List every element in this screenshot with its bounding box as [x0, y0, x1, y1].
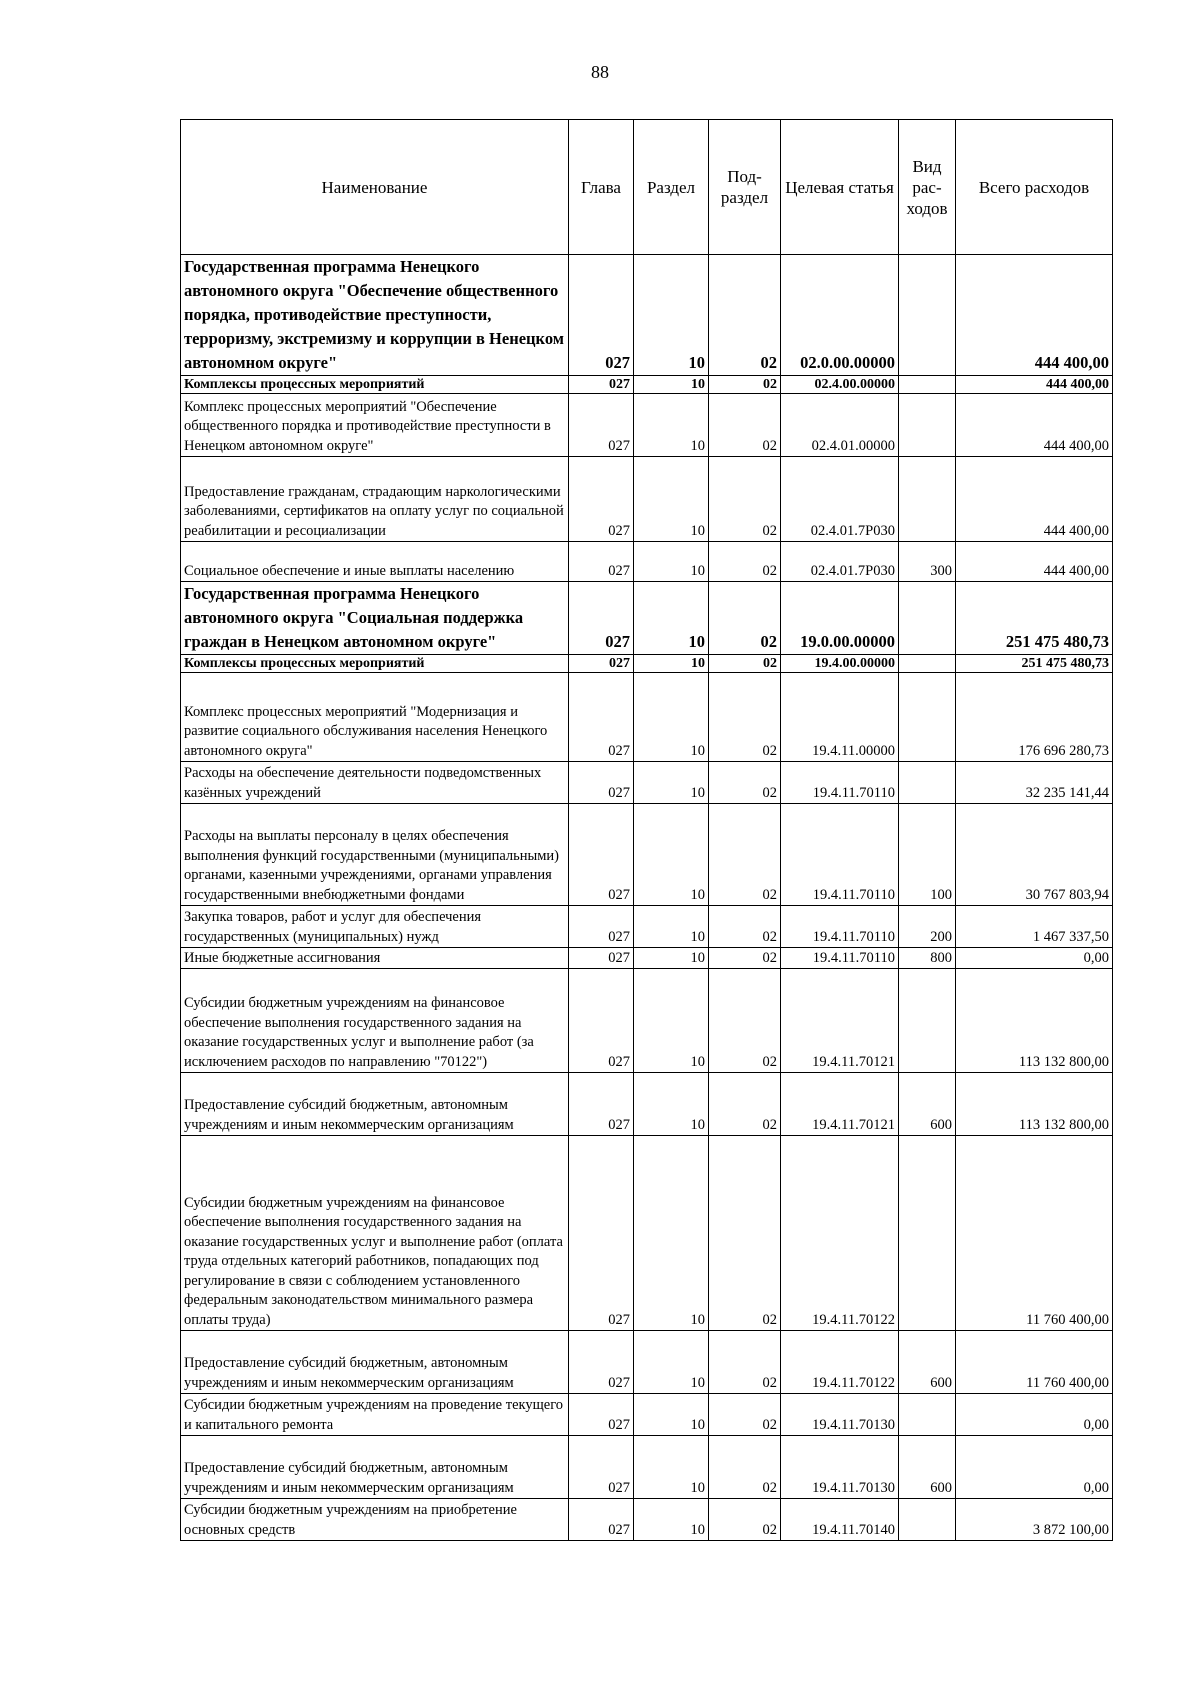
row-total: 444 400,00: [956, 542, 1113, 582]
row-target: 19.0.00.00000: [781, 582, 899, 655]
row-subsection: 02: [709, 673, 781, 762]
budget-table: [180, 119, 1113, 1541]
header-subsection: Под-раздел: [709, 120, 781, 255]
row-target: 19.4.11.70140: [781, 1499, 899, 1541]
row-subsection: 02: [709, 948, 781, 969]
row-chapter: 027: [569, 673, 634, 762]
row-type: [899, 655, 956, 673]
row-target: 19.4.11.70110: [781, 804, 899, 906]
row-section: 10: [634, 906, 709, 948]
row-total: 444 400,00: [956, 376, 1113, 394]
row-type: 100: [899, 804, 956, 906]
row-total: 176 696 280,73: [956, 673, 1113, 762]
row-type: 800: [899, 948, 956, 969]
row-subsection: 02: [709, 1073, 781, 1136]
row-type: [899, 457, 956, 542]
row-chapter: 027: [569, 376, 634, 394]
row-name: Комплекс процессных мероприятий "Обеспечение общественного порядка и противодействие преступности в Ненецком автономном округе": [181, 394, 569, 457]
row-section: 10: [634, 948, 709, 969]
row-subsection: 02: [709, 582, 781, 655]
row-section: 10: [634, 394, 709, 457]
table-row: [181, 673, 1113, 762]
row-name: Предоставление гражданам, страдающим наркологическими заболеваниями, сертификатов на оплату услуг по социальной реабилитации и ресоциализации: [181, 457, 569, 542]
row-subsection: 02: [709, 376, 781, 394]
row-section: 10: [634, 582, 709, 655]
row-type: [899, 762, 956, 804]
row-subsection: 02: [709, 1136, 781, 1331]
row-chapter: 027: [569, 1331, 634, 1394]
table-row: [181, 948, 1113, 969]
row-target: 02.4.01.7P030: [781, 457, 899, 542]
table-row: [181, 1394, 1113, 1436]
row-name: Предоставление субсидий бюджетным, автономным учреждениям и иным некоммерческим организациям: [181, 1331, 569, 1394]
table-row: [181, 1331, 1113, 1394]
row-type: [899, 582, 956, 655]
row-subsection: 02: [709, 1331, 781, 1394]
row-chapter: 027: [569, 762, 634, 804]
row-section: 10: [634, 762, 709, 804]
row-name: Субсидии бюджетным учреждениям на финансовое обеспечение выполнения государственного задания на оказание государственных услуг и выполнение работ (за исключением расходов по направлению "70122"): [181, 969, 569, 1073]
row-subsection: 02: [709, 457, 781, 542]
row-total: 444 400,00: [956, 457, 1113, 542]
row-target: 02.0.00.00000: [781, 255, 899, 376]
row-target: 19.4.00.00000: [781, 655, 899, 673]
row-total: 251 475 480,73: [956, 655, 1113, 673]
row-chapter: 027: [569, 804, 634, 906]
row-subsection: 02: [709, 255, 781, 376]
row-section: 10: [634, 655, 709, 673]
row-chapter: 027: [569, 948, 634, 969]
table-row: [181, 394, 1113, 457]
table-row: [181, 762, 1113, 804]
row-subsection: 02: [709, 1394, 781, 1436]
header-name: Наименование: [181, 120, 569, 255]
row-chapter: 027: [569, 394, 634, 457]
row-total: 0,00: [956, 948, 1113, 969]
row-total: 3 872 100,00: [956, 1499, 1113, 1541]
row-type: [899, 1136, 956, 1331]
row-target: 19.4.11.70122: [781, 1331, 899, 1394]
header-chapter: Глава: [569, 120, 634, 255]
row-type: 200: [899, 906, 956, 948]
row-type: 300: [899, 542, 956, 582]
row-type: 600: [899, 1331, 956, 1394]
header-target: Целевая статья: [781, 120, 899, 255]
table-row: [181, 969, 1113, 1073]
row-subsection: 02: [709, 542, 781, 582]
row-chapter: 027: [569, 1073, 634, 1136]
row-name: Предоставление субсидий бюджетным, автономным учреждениям и иным некоммерческим организациям: [181, 1436, 569, 1499]
row-total: 444 400,00: [956, 394, 1113, 457]
row-type: [899, 394, 956, 457]
row-section: 10: [634, 1136, 709, 1331]
row-total: 113 132 800,00: [956, 969, 1113, 1073]
table-row: [181, 655, 1113, 673]
row-chapter: 027: [569, 1394, 634, 1436]
row-name: Расходы на обеспечение деятельности подведомственных казённых учреждений: [181, 762, 569, 804]
row-subsection: 02: [709, 1436, 781, 1499]
row-chapter: 027: [569, 1136, 634, 1331]
row-section: 10: [634, 376, 709, 394]
row-subsection: 02: [709, 655, 781, 673]
row-total: 32 235 141,44: [956, 762, 1113, 804]
table-row: [181, 457, 1113, 542]
row-chapter: 027: [569, 582, 634, 655]
table-row: [181, 255, 1113, 376]
row-name: Субсидии бюджетным учреждениям на финансовое обеспечение выполнения государственного задания на оказание государственных услуг и выполнение работ (оплата труда отдельных категорий работников, попадающих под регулирование в связи с соблюдением установленного федеральным законодательством минимального размера оплаты труда): [181, 1136, 569, 1331]
table-row: [181, 1436, 1113, 1499]
header-row: [181, 120, 1113, 255]
row-section: 10: [634, 1331, 709, 1394]
row-name: Социальное обеспечение и иные выплаты населению: [181, 542, 569, 582]
row-total: 0,00: [956, 1394, 1113, 1436]
row-total: 30 767 803,94: [956, 804, 1113, 906]
row-total: 113 132 800,00: [956, 1073, 1113, 1136]
row-chapter: 027: [569, 655, 634, 673]
row-section: 10: [634, 1499, 709, 1541]
row-subsection: 02: [709, 1499, 781, 1541]
row-total: 251 475 480,73: [956, 582, 1113, 655]
row-section: 10: [634, 255, 709, 376]
row-target: 19.4.11.70110: [781, 906, 899, 948]
row-name: Субсидии бюджетным учреждениям на проведение текущего и капитального ремонта: [181, 1394, 569, 1436]
row-name: Расходы на выплаты персоналу в целях обеспечения выполнения функций государственными (муниципальными) органами, казенными учреждениями, органами управления государственными внебюджетными фондами: [181, 804, 569, 906]
row-type: 600: [899, 1073, 956, 1136]
row-subsection: 02: [709, 906, 781, 948]
row-section: 10: [634, 542, 709, 582]
page-number: 88: [591, 62, 609, 82]
row-name: Иные бюджетные ассигнования: [181, 948, 569, 969]
row-chapter: 027: [569, 969, 634, 1073]
row-name: Комплекс процессных мероприятий "Модернизация и развитие социального обслуживания населения Ненецкого автономного округа": [181, 673, 569, 762]
row-name: Комплексы процессных мероприятий: [181, 655, 569, 673]
row-total: 444 400,00: [956, 255, 1113, 376]
row-target: 02.4.01.7P030: [781, 542, 899, 582]
row-type: [899, 1499, 956, 1541]
row-total: 11 760 400,00: [956, 1331, 1113, 1394]
row-target: 19.4.11.70130: [781, 1436, 899, 1499]
row-type: [899, 969, 956, 1073]
row-chapter: 027: [569, 906, 634, 948]
row-chapter: 027: [569, 542, 634, 582]
row-target: 19.4.11.70110: [781, 762, 899, 804]
row-chapter: 027: [569, 1499, 634, 1541]
row-chapter: 027: [569, 457, 634, 542]
row-total: 1 467 337,50: [956, 906, 1113, 948]
table-row: [181, 582, 1113, 655]
row-type: [899, 673, 956, 762]
row-name: Государственная программа Ненецкого автономного округа "Социальная поддержка граждан в Ненецком автономном округе": [181, 582, 569, 655]
row-section: 10: [634, 457, 709, 542]
row-name: Закупка товаров, работ и услуг для обеспечения государственных (муниципальных) нужд: [181, 906, 569, 948]
table-row: [181, 542, 1113, 582]
row-target: 19.4.11.70122: [781, 1136, 899, 1331]
row-target: 02.4.00.00000: [781, 376, 899, 394]
row-type: [899, 255, 956, 376]
row-target: 02.4.01.00000: [781, 394, 899, 457]
row-target: 19.4.11.70121: [781, 969, 899, 1073]
row-section: 10: [634, 969, 709, 1073]
row-type: 600: [899, 1436, 956, 1499]
table-row: [181, 376, 1113, 394]
row-chapter: 027: [569, 255, 634, 376]
row-name: Государственная программа Ненецкого автономного округа "Обеспечение общественного порядка, противодействие преступности, терроризму, экстремизму и коррупции в Ненецком автономном округе": [181, 255, 569, 376]
row-chapter: 027: [569, 1436, 634, 1499]
table-row: [181, 906, 1113, 948]
table-row: [181, 1073, 1113, 1136]
row-name: Предоставление субсидий бюджетным, автономным учреждениям и иным некоммерческим организациям: [181, 1073, 569, 1136]
row-section: 10: [634, 1436, 709, 1499]
table-row: [181, 1499, 1113, 1541]
row-target: 19.4.11.70130: [781, 1394, 899, 1436]
row-total: 11 760 400,00: [956, 1136, 1113, 1331]
row-name: Комплексы процессных мероприятий: [181, 376, 569, 394]
row-name: Субсидии бюджетным учреждениям на приобретение основных средств: [181, 1499, 569, 1541]
table-row: [181, 1136, 1113, 1331]
row-subsection: 02: [709, 762, 781, 804]
table-row: [181, 804, 1113, 906]
row-subsection: 02: [709, 394, 781, 457]
row-type: [899, 376, 956, 394]
row-subsection: 02: [709, 969, 781, 1073]
row-section: 10: [634, 673, 709, 762]
row-section: 10: [634, 1394, 709, 1436]
row-target: 19.4.11.00000: [781, 673, 899, 762]
row-target: 19.4.11.70121: [781, 1073, 899, 1136]
header-section: Раздел: [634, 120, 709, 255]
row-section: 10: [634, 1073, 709, 1136]
header-type: Вид рас-ходов: [899, 120, 956, 255]
row-total: 0,00: [956, 1436, 1113, 1499]
row-type: [899, 1394, 956, 1436]
header-total: Всего расходов: [956, 120, 1113, 255]
row-target: 19.4.11.70110: [781, 948, 899, 969]
row-section: 10: [634, 804, 709, 906]
row-subsection: 02: [709, 804, 781, 906]
